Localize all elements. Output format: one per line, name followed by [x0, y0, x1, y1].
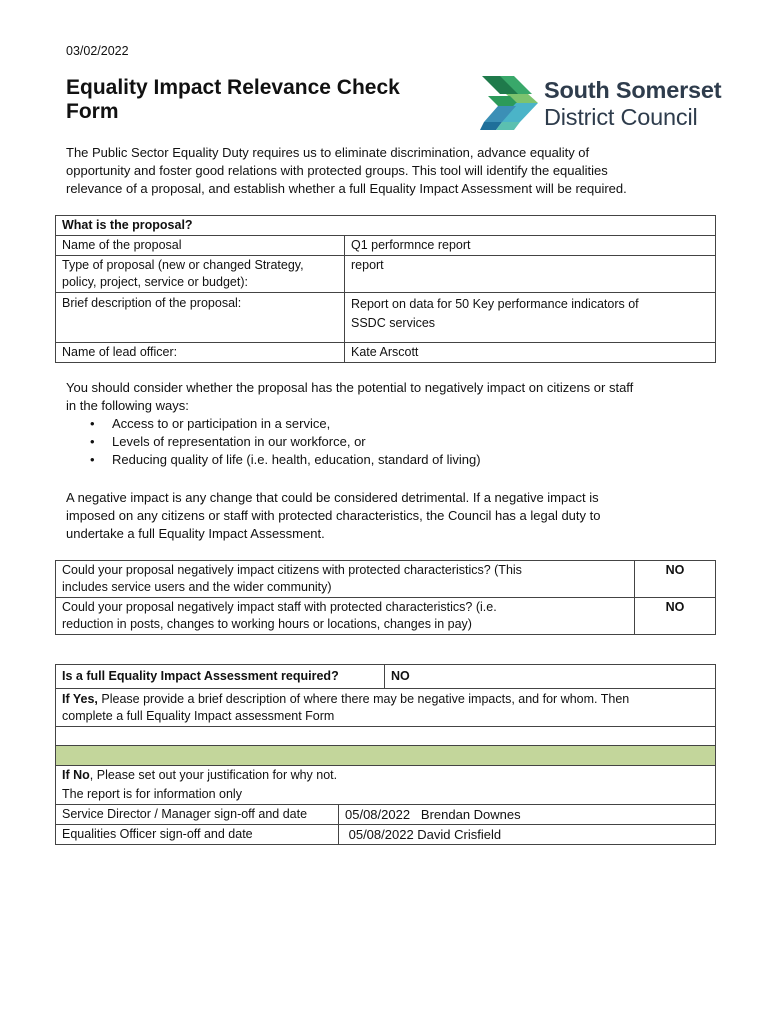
question-line: Could your proposal negatively impact staff with protected characteristics? (i.e.	[62, 600, 497, 614]
if-yes-label: If Yes,	[62, 692, 98, 706]
question-line: Could your proposal negatively impact citizens with protected characteristics? (This	[62, 563, 522, 577]
table-row	[56, 727, 716, 746]
equalities-signoff-label: Equalities Officer sign-off and date	[56, 825, 339, 845]
negative-impact-paragraph	[66, 489, 716, 543]
answer-staff: NO	[635, 598, 716, 635]
manager-signoff-label: Service Director / Manager sign-off and date	[56, 805, 339, 825]
intro-line: opportunity and foster good relations with protected groups. This tool will identify the equalities	[66, 163, 608, 178]
assessment-table	[55, 664, 716, 845]
impact-questions-table	[55, 560, 716, 635]
proposal-name-label: Name of the proposal	[56, 236, 345, 256]
consider-section	[66, 379, 716, 469]
title-line-1: Equality Impact Relevance Check	[66, 76, 400, 99]
consider-line: in the following ways:	[66, 398, 189, 413]
answer-citizens: NO	[635, 561, 716, 598]
list-item: • Levels of representation in our workforce, or	[112, 433, 716, 451]
question-line: reduction in posts, changes to working hours or locations, changes in pay)	[62, 617, 472, 631]
green-band	[56, 746, 716, 766]
council-logo-icon	[480, 76, 540, 130]
if-yes-line	[62, 691, 709, 708]
if-no-instructions	[56, 766, 716, 786]
list-item: • Access to or participation in a service,	[112, 415, 716, 433]
proposal-name-value: Q1 performnce report	[345, 236, 716, 256]
table-row	[56, 561, 716, 598]
proposal-heading: What is the proposal?	[56, 216, 716, 236]
question-staff	[56, 598, 635, 635]
assessment-question: Is a full Equality Impact Assessment required?	[56, 665, 385, 689]
if-no-label: If No	[62, 768, 90, 782]
proposal-type-label	[56, 256, 345, 293]
if-no-text: , Please set out your justification for why not.	[89, 768, 338, 782]
assessment-answer: NO	[385, 665, 716, 689]
negative-line: undertake a full Equality Impact Assessment.	[66, 526, 325, 541]
proposal-table	[55, 215, 716, 363]
table-row	[56, 785, 716, 805]
equalities-signoff-value: 05/08/2022 David Crisfield	[339, 825, 716, 845]
justification-text: The report is for information only	[56, 785, 716, 805]
table-row	[56, 746, 716, 766]
intro-paragraph	[66, 144, 716, 198]
table-row	[56, 598, 716, 635]
proposal-description-line: SSDC services	[351, 316, 436, 330]
empty-cell	[56, 727, 716, 746]
proposal-description-line: Report on data for 50 Key performance indicators of	[351, 297, 639, 311]
title-line-2: Form	[66, 100, 119, 123]
proposal-type-label-line: policy, project, service or budget):	[62, 275, 248, 289]
logo-text-line-1: South Somerset	[544, 77, 722, 103]
table-row	[56, 665, 716, 689]
document-date: 03/02/2022	[66, 44, 129, 58]
question-line: includes service users and the wider community)	[62, 580, 332, 594]
table-row	[56, 825, 716, 845]
table-row	[56, 689, 716, 727]
if-yes-instructions	[56, 689, 716, 727]
table-row	[56, 805, 716, 825]
impact-bullet-list	[66, 415, 716, 469]
proposal-type-label-line: Type of proposal (new or changed Strategy,	[62, 258, 304, 272]
proposal-description-label: Brief description of the proposal:	[56, 293, 345, 343]
list-item: • Reducing quality of life (i.e. health, education, standard of living)	[112, 451, 716, 469]
table-row	[56, 766, 716, 786]
page-title	[66, 76, 466, 124]
question-citizens	[56, 561, 635, 598]
intro-line: relevance of a proposal, and establish whether a full Equality Impact Assessment will be required.	[66, 181, 627, 196]
proposal-description-value	[345, 293, 716, 343]
consider-line: You should consider whether the proposal has the potential to negatively impact on citizens or staff	[66, 380, 634, 395]
lead-officer-label: Name of lead officer:	[56, 343, 345, 363]
negative-line: A negative impact is any change that could be considered detrimental. If a negative impact is	[66, 490, 599, 505]
if-yes-text: Please provide a brief description of where there may be negative impacts, and for whom. Then	[97, 692, 630, 706]
manager-signoff-value: 05/08/2022 Brendan Downes	[339, 805, 716, 825]
logo-text-line-2: District Council	[544, 104, 698, 130]
lead-officer-value: Kate Arscott	[345, 343, 716, 363]
negative-line: imposed on any citizens or staff with protected characteristics, the Council has a legal duty to	[66, 508, 601, 523]
proposal-type-value: report	[345, 256, 716, 293]
intro-line: The Public Sector Equality Duty requires us to eliminate discrimination, advance equality of	[66, 145, 590, 160]
if-yes-line-2: complete a full Equality Impact assessment Form	[62, 709, 335, 723]
